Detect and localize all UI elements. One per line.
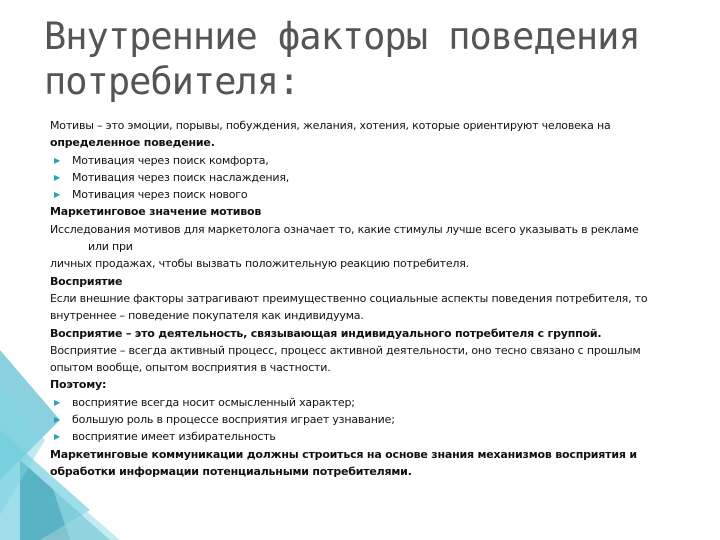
research-line-3: личных продажах, чтобы вызвать положительную реакцию потребителя. [50, 257, 469, 271]
communications-line-1: Маркетинговые коммуникации должны строиться на основе знания механизмов восприятия и [50, 447, 637, 461]
perception-process-1: Восприятие – всегда активный процесс, процесс активной деятельности, оно тесно связано с прошлым [50, 343, 641, 357]
arrow-bullet-icon: ▶ [54, 415, 60, 425]
list-item: ▶ Мотивация через поиск наслаждения, [50, 169, 690, 186]
list-item: ▶ Мотивация через поиск нового [50, 186, 690, 203]
motives-definition: Мотивы – это эмоции, порывы, побуждения, желания, хотения, которые ориентируют человека на [50, 119, 611, 132]
arrow-bullet-icon: ▶ [54, 155, 60, 165]
list-item: ▶ восприятие имеет избирательность [50, 428, 690, 445]
research-line-1: Исследования мотивов для маркетолога означает то, какие стимулы лучше всего указывать в рекламе [50, 222, 639, 236]
perception-line-1: Если внешние факторы затрагивают преимущественно социальные аспекты поведения потребителя, то [50, 291, 648, 305]
motives-definition-cont: определенное поведение. [50, 136, 215, 150]
slide-body [50, 117, 690, 480]
perception-activity: Восприятие – это деятельность, связывающая индивидуального потребителя с группой. [50, 326, 602, 340]
list-item: ▶ восприятие всегда носит осмысленный характер; [50, 394, 690, 411]
marketing-heading: Маркетинговое значение мотивов [50, 205, 262, 219]
arrow-bullet-icon: ▶ [54, 190, 60, 200]
research-line-2: или при [88, 240, 133, 254]
arrow-bullet-icon: ▶ [54, 432, 60, 442]
arrow-bullet-icon: ▶ [54, 172, 60, 182]
slide-title: Внутренние факторы поведения потребителя: [44, 15, 640, 103]
perception-process-2: опытом вообще, опытом восприятия в частности. [50, 361, 331, 375]
arrow-bullet-icon: ▶ [54, 397, 60, 407]
therefore-heading: Поэтому: [50, 378, 107, 392]
communications-line-2: обработки информации потенциальными потребителями. [50, 464, 412, 478]
perception-heading: Восприятие [50, 274, 123, 288]
perception-line-2: внутреннее – поведение покупателя как индивидуума. [50, 309, 364, 323]
list-item: ▶ Мотивация через поиск комфорта, [50, 152, 690, 169]
list-item: ▶ большую роль в процессе восприятия играет узнавание; [50, 411, 690, 428]
